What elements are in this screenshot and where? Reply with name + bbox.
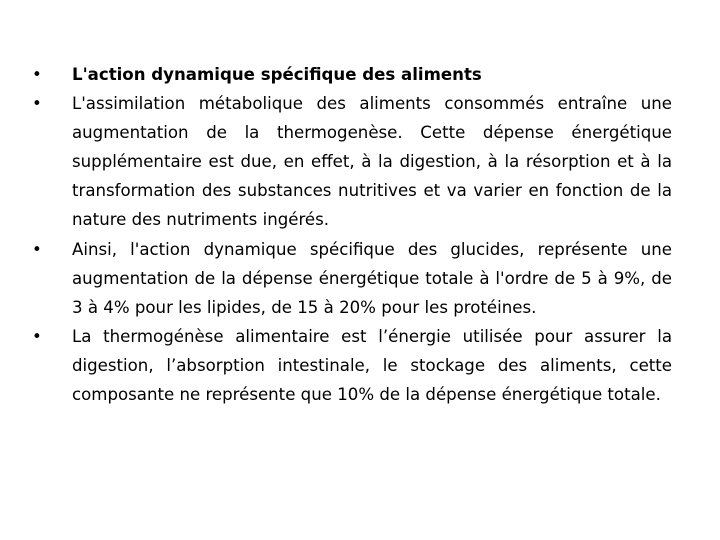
bullet-icon: • xyxy=(32,94,42,114)
bullet-item-heading xyxy=(30,60,672,89)
bullet-text: Ainsi, l'action dynamique spécifique des glucides, représente une augmentation de la dépense énergétique totale à l'ordre de 5 à 9%, de 3 à 4% pour les lipides, de 15 à 20% pour les protéines. xyxy=(72,239,672,317)
bullet-item xyxy=(30,322,672,409)
bullet-icon: • xyxy=(32,326,42,346)
bullet-text: La thermogénèse alimentaire est l’énergie utilisée pour assurer la digestion, l’absorption intestinale, le stockage des aliments, cette composante ne représente que 10% de la dépense énergétique totale. xyxy=(72,326,672,405)
bullet-icon: • xyxy=(32,239,42,259)
bullet-text: L'assimilation métabolique des aliments consommés entraîne une augmentation de la thermogenèse. Cette dépense énergétique supplémentaire est due, en effet, à la digestion, à la résorption et à la transformation des substances nutritives et va varier en fonction de la nature des nutriments ingérés. xyxy=(72,94,672,230)
bullet-item xyxy=(30,235,672,322)
bullet-list xyxy=(30,60,672,409)
bullet-item xyxy=(30,89,672,234)
bullet-icon: • xyxy=(32,65,42,84)
bullet-text: L'action dynamique spécifique des aliments xyxy=(72,65,482,84)
